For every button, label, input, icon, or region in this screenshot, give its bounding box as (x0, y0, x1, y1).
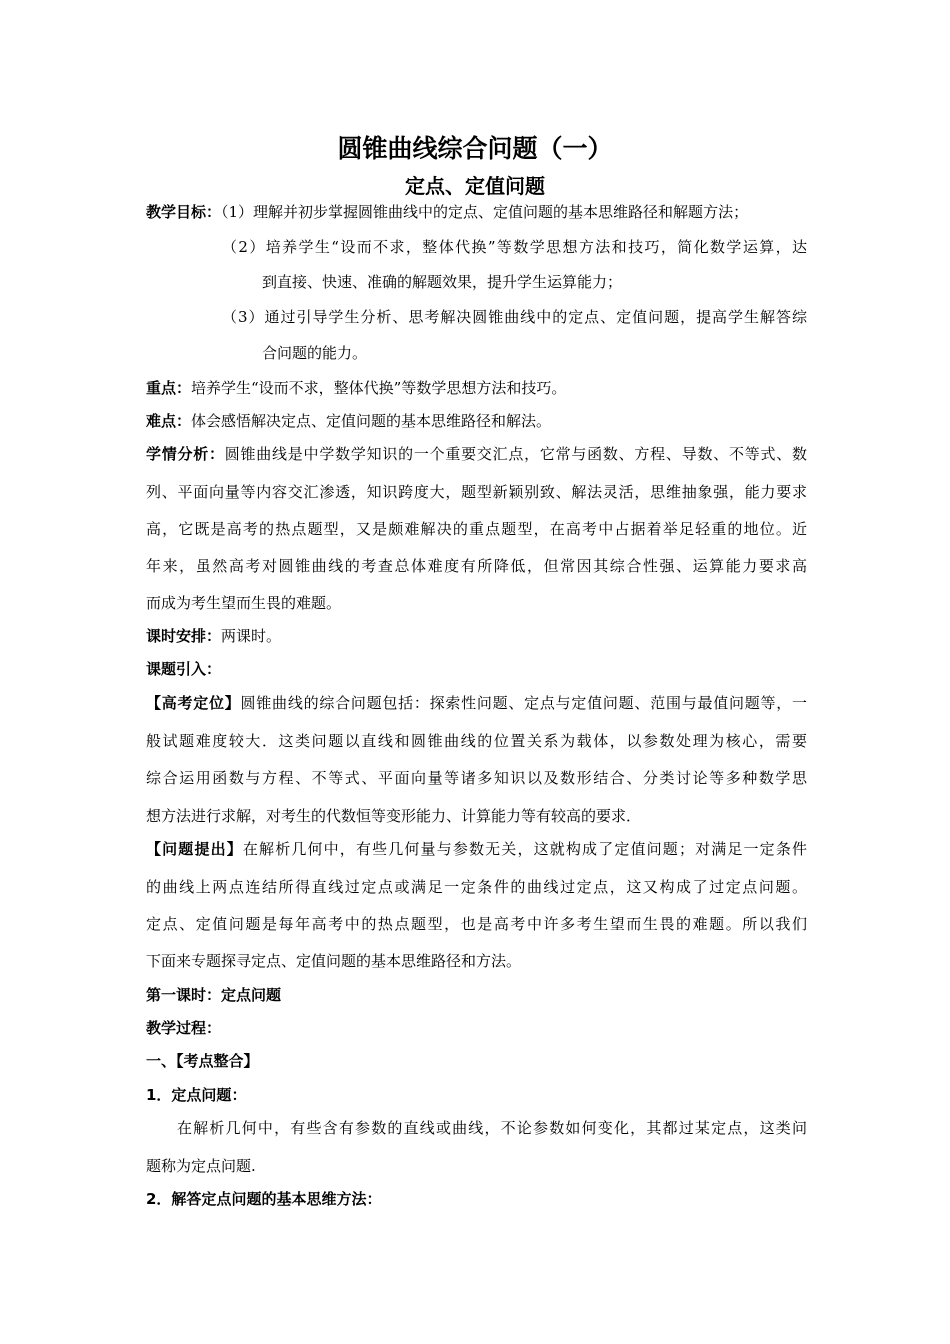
key-text: 培养学生“设而不求，整体代换”等数学思想方法和技巧。 (191, 379, 567, 397)
lesson-heading: 第一课时：定点问题 (146, 986, 282, 1004)
key-label: 重点： (146, 379, 192, 397)
position-line-2: 般试题难度较大．这类问题以直线和圆锥曲线的位置关系为载体，以参数处理为核心，需要 (146, 732, 807, 750)
position-line-3: 综合运用函数与方程、不等式、平面向量等诸多知识以及数形结合、分类讨论等多种数学思 (146, 769, 807, 787)
goal-2-line-2: 到直接、快速、准确的解题效果，提升学生运算能力； (262, 273, 623, 291)
document-subtitle: 定点、定值问题 (405, 174, 545, 198)
question-line-4: 下面来专题探寻定点、定值问题的基本思维路径和方法。 (146, 952, 522, 970)
goal-2-line-1: （2）培养学生“设而不求，整体代换”等数学思想方法和技巧，简化数学运算，达 (222, 238, 807, 256)
goal-3-line-1: （3）通过引导学生分析、思考解决圆锥曲线中的定点、定值问题，提高学生解答综 (222, 308, 807, 326)
schedule-text: 两课时。 (221, 627, 282, 645)
section-heading: 一、【考点整合】 (146, 1052, 259, 1070)
analysis-line-4: 年来，虽然高考对圆锥曲线的考查总体难度有所降低，但常因其综合性强、运算能力要求高 (146, 557, 807, 575)
item-1-line-2: 题称为定点问题. (146, 1157, 256, 1175)
position-text-1: 圆锥曲线的综合问题包括：探索性问题、定点与定值问题、范围与最值问题等，一 (240, 694, 807, 712)
document-title: 圆锥曲线综合问题（一） (337, 134, 613, 163)
goal-3-line-2: 合问题的能力。 (262, 344, 368, 362)
position-line-4: 想方法进行求解，对考生的代数恒等变形能力、计算能力等有较高的要求． (146, 807, 642, 825)
difficulty-label: 难点： (146, 412, 192, 430)
question-label: 【问题提出】 (146, 840, 243, 858)
analysis-text-1: 圆锥曲线是中学数学知识的一个重要交汇点，它常与函数、方程、导数、不等式、数 (224, 445, 807, 463)
analysis-line-5: 而成为考生望而生畏的难题。 (146, 594, 342, 612)
question-line-1 (146, 838, 807, 860)
item-1-heading: 1．定点问题： (146, 1086, 247, 1104)
question-line-3: 定点、定值问题是每年高考中的热点题型，也是高考中许多考生望而生畏的难题。所以我们 (146, 915, 807, 933)
difficulty-text: 体会感悟解决定点、定值问题的基本思维路径和解法。 (191, 412, 552, 430)
intro-heading: 课题引入： (146, 660, 222, 678)
question-text-1: 在解析几何中，有些几何量与参数无关，这就构成了定值问题；对满足一定条件 (242, 840, 807, 858)
item-2-heading: 2．解答定点问题的基本思维方法： (146, 1190, 382, 1208)
position-line-1 (146, 692, 807, 714)
analysis-line-2: 列、平面向量等内容交汇渗透，知识跨度大，题型新颖别致、解法灵活，思维抽象强，能力要求 (146, 483, 807, 501)
key-point (146, 377, 566, 399)
analysis-label: 学情分析： (146, 445, 225, 463)
analysis-line-3: 高，它既是高考的热点题型，又是颇难解决的重点题型，在高考中占据着举足轻重的地位。近 (146, 520, 807, 538)
process-heading: 教学过程： (146, 1019, 222, 1037)
schedule (146, 625, 281, 647)
goals-label: 教学目标： (146, 203, 222, 221)
item-1-line-1: 在解析几何中，有些含有参数的直线或曲线，不论参数如何变化，其都过某定点，这类问 (177, 1119, 807, 1137)
question-line-2: 的曲线上两点连结所得直线过定点或满足一定条件的曲线过定点，这又构成了过定点问题。 (146, 878, 807, 896)
difficulty-point (146, 410, 551, 432)
goal-1: （1）理解并初步掌握圆锥曲线中的定点、定值问题的基本思维路径和解题方法； (221, 203, 749, 221)
goals-line-1 (146, 201, 748, 223)
analysis-line-1 (146, 443, 807, 465)
position-label: 【高考定位】 (146, 694, 241, 712)
schedule-label: 课时安排： (146, 627, 222, 645)
